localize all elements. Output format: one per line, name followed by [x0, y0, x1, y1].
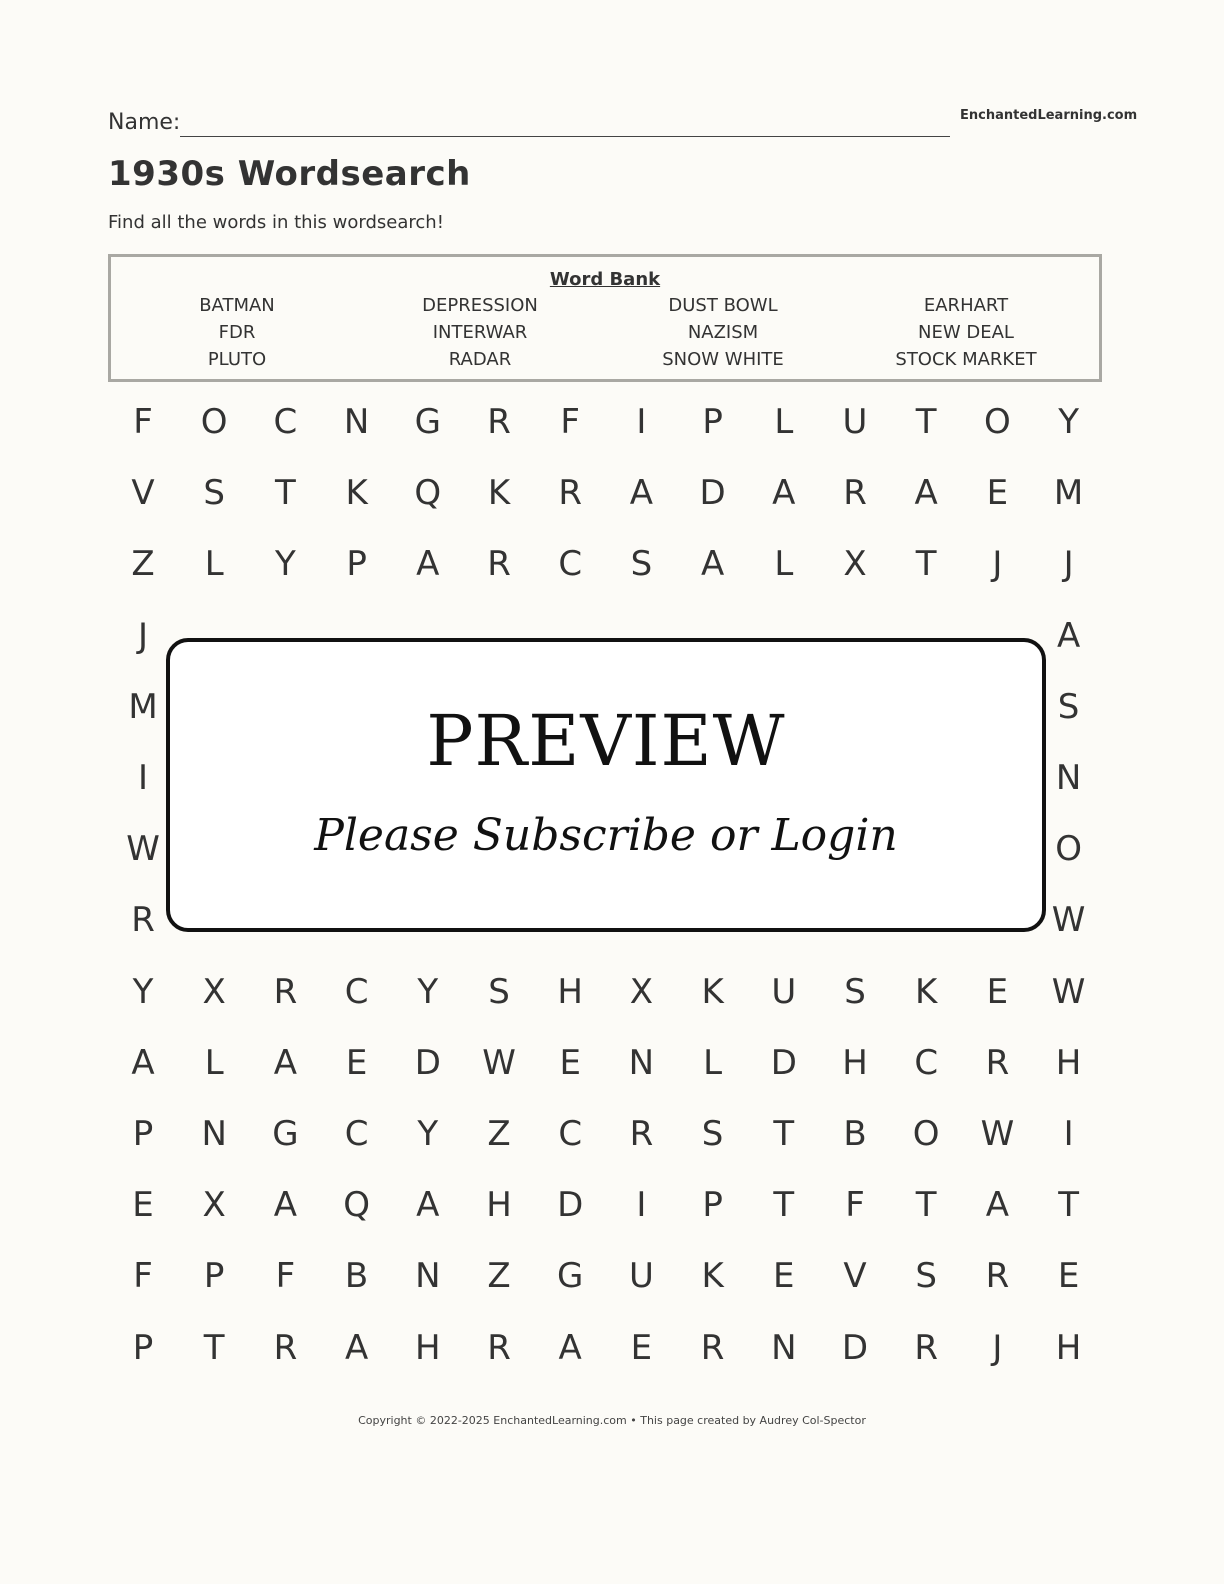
grid-letter: Y	[1058, 402, 1079, 442]
grid-letter: H	[486, 1185, 512, 1226]
grid-letter: R	[487, 402, 511, 442]
grid-letter: D	[557, 1185, 584, 1226]
grid-letter: Y	[132, 971, 154, 1012]
grid-letter: O	[200, 402, 228, 442]
word-bank-word: FDR	[218, 322, 256, 343]
grid-letter: H	[1055, 1042, 1082, 1083]
grid-letter: W	[482, 1042, 516, 1083]
grid-letter: K	[701, 1256, 724, 1297]
grid-letter: L	[204, 1042, 224, 1083]
grid-letter: O	[1055, 829, 1082, 870]
grid-letter: E	[559, 1042, 581, 1083]
grid-letter: L	[774, 402, 794, 442]
grid-letter: F	[133, 402, 153, 442]
grid-letter: Y	[417, 1114, 439, 1154]
grid-letter: C	[558, 544, 583, 585]
grid-letter: R	[629, 1114, 654, 1154]
word-bank-word: NEW DEAL	[918, 322, 1014, 343]
grid-letter: D	[414, 1042, 441, 1083]
grid-letter: I	[137, 758, 149, 798]
grid-letter: K	[487, 473, 511, 514]
grid-letter: U	[771, 971, 797, 1012]
grid-letter: P	[132, 1327, 154, 1368]
grid-letter: O	[912, 1114, 940, 1154]
grid-letter: R	[273, 971, 298, 1012]
grid-letter: S	[701, 1114, 724, 1154]
grid-letter: A	[344, 1327, 369, 1368]
word-bank-word: INTERWAR	[432, 322, 528, 343]
grid-letter: C	[344, 971, 369, 1012]
grid-letter: J	[1063, 544, 1074, 585]
grid-letter: P	[203, 1256, 225, 1297]
grid-letter: L	[703, 1042, 723, 1083]
word-bank-word: EARHART	[923, 295, 1009, 316]
grid-letter: I	[1063, 1114, 1074, 1154]
grid-letter: N	[1055, 758, 1082, 798]
grid-letter: J	[992, 1327, 1003, 1368]
grid-letter: R	[985, 1042, 1010, 1083]
word-bank-word: SNOW WHITE	[662, 349, 784, 370]
grid-letter: L	[204, 544, 224, 585]
grid-letter: L	[774, 544, 794, 585]
grid-letter: N	[343, 402, 370, 442]
grid-letter: T	[915, 544, 937, 585]
grid-letter: D	[841, 1327, 869, 1368]
grid-letter: G	[557, 1256, 584, 1297]
grid-letter: E	[345, 1042, 368, 1083]
word-bank-word: STOCK MARKET	[895, 349, 1037, 370]
grid-letter: P	[132, 1114, 154, 1154]
grid-letter: D	[770, 1042, 797, 1083]
grid-letter: A	[558, 1327, 582, 1368]
grid-letter: U	[842, 402, 868, 442]
grid-letter: X	[202, 1185, 226, 1226]
grid-letter: S	[844, 971, 866, 1012]
grid-letter: Z	[487, 1256, 511, 1297]
grid-letter: W	[1051, 971, 1086, 1012]
subscribe-login-link[interactable]: Please Subscribe or Login	[314, 810, 898, 861]
grid-letter: R	[131, 900, 155, 941]
grid-letter: P	[702, 402, 723, 442]
word-bank-word: BATMAN	[199, 295, 275, 316]
grid-letter: F	[560, 402, 580, 442]
grid-letter: C	[914, 1042, 939, 1083]
page-title: 1930s Wordsearch	[108, 154, 471, 194]
name-label: Name:	[108, 110, 181, 135]
grid-letter: X	[629, 971, 654, 1012]
grid-letter: Y	[417, 971, 439, 1012]
grid-letter: T	[773, 1185, 795, 1226]
grid-letter: E	[986, 473, 1009, 514]
grid-letter: R	[843, 473, 867, 514]
grid-letter: H	[842, 1042, 868, 1083]
grid-letter: R	[914, 1327, 938, 1368]
word-bank-word: DEPRESSION	[422, 295, 538, 316]
grid-letter: D	[699, 473, 726, 514]
grid-letter: I	[636, 402, 647, 442]
grid-letter: R	[985, 1256, 1010, 1297]
grid-letter: F	[133, 1256, 153, 1297]
grid-letter: A	[914, 473, 938, 514]
word-bank-word: PLUTO	[207, 349, 267, 370]
grid-letter: A	[273, 1185, 298, 1226]
grid-letter: W	[1051, 900, 1086, 941]
grid-letter: P	[346, 544, 367, 585]
grid-letter: X	[843, 544, 867, 585]
grid-letter: E	[132, 1185, 154, 1226]
word-bank-word: NAZISM	[687, 322, 759, 343]
grid-letter: A	[131, 1042, 155, 1083]
grid-letter: S	[1057, 686, 1080, 727]
grid-letter: Q	[414, 473, 442, 514]
grid-letter: H	[1055, 1327, 1082, 1368]
grid-letter: A	[700, 544, 725, 585]
word-bank-title: Word Bank	[549, 269, 661, 290]
grid-letter: F	[845, 1185, 865, 1226]
grid-letter: T	[203, 1327, 225, 1368]
grid-letter: N	[201, 1114, 227, 1154]
grid-letter: S	[203, 473, 225, 514]
grid-letter: H	[415, 1327, 441, 1368]
grid-letter: H	[557, 971, 583, 1012]
grid-letter: U	[628, 1256, 654, 1297]
grid-letter: S	[630, 544, 653, 585]
grid-letter: R	[700, 1327, 725, 1368]
word-bank-word: RADAR	[448, 349, 512, 370]
grid-letter: W	[126, 829, 160, 870]
site-logo: EnchantedLearning.com	[960, 108, 1138, 123]
grid-letter: G	[272, 1114, 299, 1154]
grid-letter: R	[273, 1327, 298, 1368]
grid-letter: W	[980, 1114, 1015, 1154]
grid-letter: I	[636, 1185, 647, 1226]
grid-letter: R	[487, 544, 511, 585]
grid-letter: N	[628, 1042, 655, 1083]
grid-letter: R	[558, 473, 582, 514]
grid-letter: B	[843, 1114, 867, 1154]
grid-letter: M	[1053, 473, 1084, 514]
grid-letter: J	[992, 544, 1003, 585]
grid-letter: X	[202, 971, 226, 1012]
grid-letter: T	[1058, 1185, 1079, 1226]
grid-letter: S	[915, 1256, 937, 1297]
grid-letter: A	[985, 1185, 1010, 1226]
grid-letter: A	[416, 544, 440, 585]
preview-title: PREVIEW	[426, 700, 786, 782]
grid-letter: G	[414, 402, 441, 442]
grid-letter: K	[345, 473, 368, 514]
grid-letter: J	[137, 615, 149, 656]
grid-letter: P	[702, 1185, 723, 1226]
grid-letter: T	[915, 402, 937, 442]
grid-letter: E	[630, 1327, 653, 1368]
grid-letter: E	[986, 971, 1009, 1012]
grid-letter: V	[131, 473, 155, 514]
grid-letter: R	[487, 1327, 511, 1368]
grid-letter: A	[772, 473, 796, 514]
grid-letter: C	[558, 1114, 583, 1154]
grid-letter: E	[1057, 1256, 1080, 1297]
grid-letter: Z	[487, 1114, 511, 1154]
grid-letter: A	[629, 473, 654, 514]
grid-letter: V	[843, 1256, 867, 1297]
grid-letter: B	[344, 1256, 369, 1297]
grid-letter: C	[344, 1114, 369, 1154]
grid-letter: O	[984, 402, 1011, 442]
grid-letter: K	[915, 971, 938, 1012]
grid-letter: N	[771, 1327, 797, 1368]
grid-letter: Q	[343, 1185, 370, 1226]
word-bank-word: DUST BOWL	[668, 295, 778, 316]
preview-overlay[interactable]	[166, 638, 1046, 932]
grid-letter: T	[773, 1114, 795, 1154]
grid-letter: S	[488, 971, 510, 1012]
grid-letter: A	[1056, 615, 1081, 656]
grid-letter: E	[773, 1256, 795, 1297]
grid-letter: T	[915, 1185, 937, 1226]
grid-letter: F	[275, 1256, 296, 1297]
grid-letter: C	[273, 402, 298, 442]
grid-letter: A	[416, 1185, 440, 1226]
grid-letter: K	[701, 971, 724, 1012]
grid-letter: N	[415, 1256, 441, 1297]
grid-letter: Y	[275, 544, 296, 585]
grid-letter: T	[275, 473, 296, 514]
grid-letter: A	[273, 1042, 298, 1083]
grid-letter: Z	[131, 544, 155, 585]
copyright: Copyright © 2022-2025 EnchantedLearning.com • This page created by Audrey Col-Spector	[358, 1414, 866, 1427]
instructions: Find all the words in this wordsearch!	[108, 212, 444, 233]
grid-letter: M	[128, 686, 158, 727]
